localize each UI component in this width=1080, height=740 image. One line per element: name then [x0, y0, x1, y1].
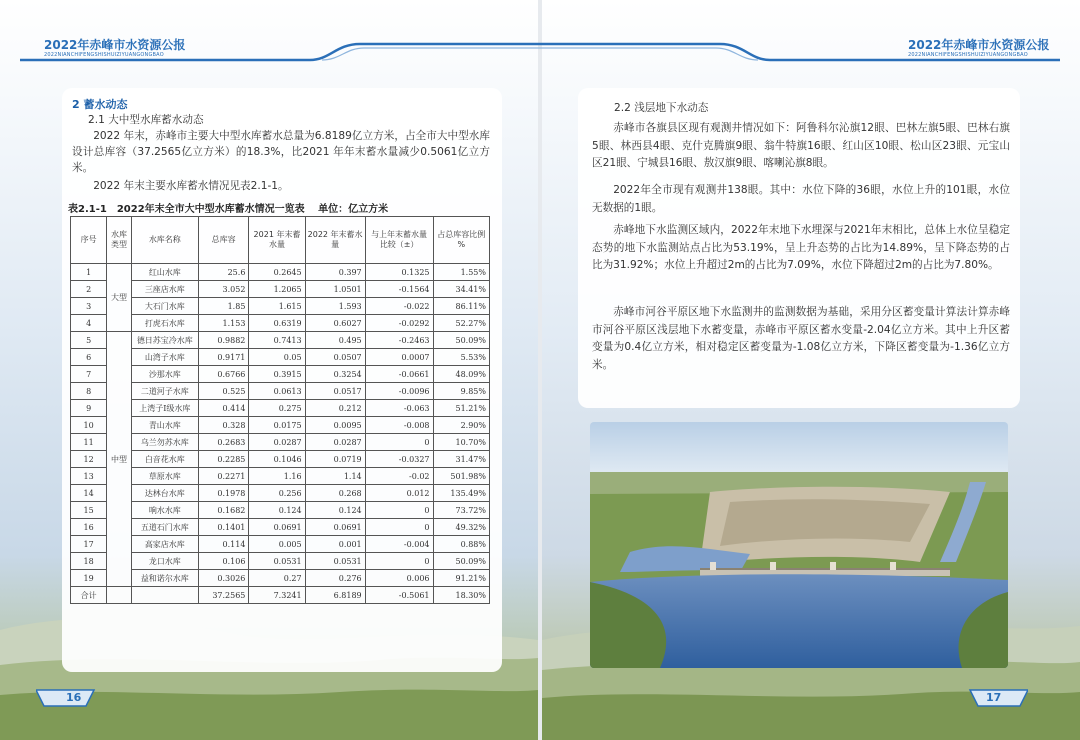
table-row	[71, 451, 490, 468]
table-cell: 3	[71, 298, 107, 315]
table-cell: 19	[71, 570, 107, 587]
table-cell: 0.1325	[365, 264, 433, 281]
table-cell: 50.09%	[433, 553, 490, 570]
table-cell: 0	[365, 519, 433, 536]
table-cell: -0.008	[365, 417, 433, 434]
table-cell: 18.30%	[433, 587, 490, 604]
table-row	[71, 417, 490, 434]
page-number-text: 16	[66, 691, 82, 704]
table-cell: -0.1564	[365, 281, 433, 298]
table-cell: 17	[71, 536, 107, 553]
table-cell: 0	[365, 502, 433, 519]
paragraph: 赤峰地下水监测区域内，2022年末地下水埋深与2021年末相比，总体上水位呈稳定态势的地下水监测站点占比为53.19%，呈上升态势的占比为14.89%，呈下降态势的占比为31.92%；水位上升超过2m的占比为7.09%，水位下降超过2m的占比为7.80%。	[592, 224, 1010, 271]
table-cell: 0.2645	[249, 264, 305, 281]
table-cell: 0.006	[365, 570, 433, 587]
table-row	[71, 349, 490, 366]
table-row	[71, 332, 490, 349]
table-cell: 10	[71, 417, 107, 434]
table-cell: 0.1046	[249, 451, 305, 468]
table-cell: 0.3254	[305, 366, 365, 383]
header-subtitle-right: 2022NIANCHIFENGSHISHUIZIYUANGONGBAO	[908, 52, 1028, 58]
table-row	[71, 485, 490, 502]
paragraph: 赤峰市各旗县区现有观测井情况如下：阿鲁科尔沁旗12眼、巴林左旗5眼、巴林右旗5眼、林西县4眼、克什克腾旗9眼、翁牛特旗16眼、红山区10眼、松山区23眼、元宝山区21眼、宁城县16眼、敖汉旗9眼、喀喇沁旗8眼。	[592, 122, 1010, 169]
subsection-title: 2.1 大中型水库蓄水动态	[88, 114, 204, 126]
table-cell: -0.0292	[365, 315, 433, 332]
paragraph: 2022年全市现有观测井138眼。其中：水位下降的36眼，水位上升的101眼，水位无数据的1眼。	[592, 184, 1010, 214]
table-cell: 0.0095	[305, 417, 365, 434]
table-cell: 0.3915	[249, 366, 305, 383]
table-header-row	[71, 217, 490, 264]
table-cell: 0.0531	[305, 553, 365, 570]
table-row	[71, 383, 490, 400]
table-cell: 0.0507	[305, 349, 365, 366]
table-cell: 0.005	[249, 536, 305, 553]
table-cell	[131, 587, 198, 604]
table-cell: -0.0327	[365, 451, 433, 468]
table-cell: -0.2463	[365, 332, 433, 349]
paragraph: 赤峰市河谷平原区地下水监测井的监测数据为基础，采用分区蓄变量计算法计算赤峰市河谷平原区浅层地下水蓄变量，赤峰市平原区蓄水变量-2.04亿立方米。其中上升区蓄变量为0.4亿立方米，相对稳定区蓄变量为-1.08亿立方米，下降区蓄变量为-1.36亿立方米。	[592, 306, 1010, 371]
reservoir-table	[70, 216, 490, 604]
table-cell: 0.114	[198, 536, 249, 553]
table-cell: 1.593	[305, 298, 365, 315]
table-row	[71, 400, 490, 417]
table-cell: 37.2565	[198, 587, 249, 604]
col-header: 占总库容比例 %	[433, 217, 490, 264]
table-cell: 0.0531	[249, 553, 305, 570]
table-row	[71, 519, 490, 536]
col-header: 2022 年末蓄水量	[305, 217, 365, 264]
table-cell: 0.05	[249, 349, 305, 366]
table-cell: 0.9882	[198, 332, 249, 349]
table-cell: 1.153	[198, 315, 249, 332]
page-number-text: 17	[986, 691, 1002, 704]
table-row	[71, 570, 490, 587]
table-cell: 达林台水库	[131, 485, 198, 502]
table-cell: 0.1682	[198, 502, 249, 519]
table-cell: 2	[71, 281, 107, 298]
table-cell: 0.2683	[198, 434, 249, 451]
table-cell: 6	[71, 349, 107, 366]
table-cell: 7.3241	[249, 587, 305, 604]
table-cell: 三座店水库	[131, 281, 198, 298]
table-cell: 1	[71, 264, 107, 281]
table-cell: 0.6319	[249, 315, 305, 332]
table-cell: 0.106	[198, 553, 249, 570]
table-cell: 0.2271	[198, 468, 249, 485]
col-header: 与上年末蓄水量比较（±）	[365, 217, 433, 264]
table-cell: 8	[71, 383, 107, 400]
table-cell: 0.0613	[249, 383, 305, 400]
table-cell: 0.27	[249, 570, 305, 587]
table-cell: 16	[71, 519, 107, 536]
table-cell: 3.052	[198, 281, 249, 298]
table-cell: 48.09%	[433, 366, 490, 383]
table-cell: 9	[71, 400, 107, 417]
type-cell: 大型	[107, 264, 132, 332]
aerial-river-photo	[590, 422, 1008, 668]
table-cell: 草原水库	[131, 468, 198, 485]
table-cell: 50.09%	[433, 332, 490, 349]
table-row	[71, 502, 490, 519]
table-cell: 14	[71, 485, 107, 502]
table-cell: 0.1978	[198, 485, 249, 502]
table-cell: 1.85	[198, 298, 249, 315]
table-cell: 山湾子水库	[131, 349, 198, 366]
section-title: 2 蓄水动态	[72, 98, 128, 111]
table-cell: 0.012	[365, 485, 433, 502]
table-cell: 18	[71, 553, 107, 570]
table-row	[71, 366, 490, 383]
table-cell: 龙口水库	[131, 553, 198, 570]
table-cell: 白音花水库	[131, 451, 198, 468]
col-header: 水库名称	[131, 217, 198, 264]
table-cell: 34.41%	[433, 281, 490, 298]
table-cell: 51.21%	[433, 400, 490, 417]
table-cell: 0.495	[305, 332, 365, 349]
table-cell: 0.397	[305, 264, 365, 281]
table-cell: 15	[71, 502, 107, 519]
table-row	[71, 281, 490, 298]
table-cell: 0.0517	[305, 383, 365, 400]
table-cell: 0.1401	[198, 519, 249, 536]
table-total-row	[71, 587, 490, 604]
table-cell: 9.85%	[433, 383, 490, 400]
table-row	[71, 315, 490, 332]
table-cell: 1.615	[249, 298, 305, 315]
table-cell: -0.063	[365, 400, 433, 417]
table-cell: 49.32%	[433, 519, 490, 536]
table-row	[71, 298, 490, 315]
table-cell: 0.124	[249, 502, 305, 519]
header-title-right: 2022年赤峰市水资源公报	[908, 38, 1050, 52]
table-cell: 0.0691	[305, 519, 365, 536]
table-cell: 86.11%	[433, 298, 490, 315]
table-cell: 0.0007	[365, 349, 433, 366]
table-caption: 表2.1-1 2022年末全市大中型水库蓄水情况一览表 单位：亿立方米	[68, 204, 389, 215]
table-cell: 乌兰勿苏水库	[131, 434, 198, 451]
table-cell: 135.49%	[433, 485, 490, 502]
table-cell: 大石门水库	[131, 298, 198, 315]
table-cell: 二道河子水库	[131, 383, 198, 400]
table-cell: 0.0691	[249, 519, 305, 536]
table-cell: 25.6	[198, 264, 249, 281]
table-cell: 合计	[71, 587, 107, 604]
table-cell: 1.2065	[249, 281, 305, 298]
table-cell	[107, 587, 132, 604]
table-cell: 1.55%	[433, 264, 490, 281]
col-header: 序号	[71, 217, 107, 264]
table-cell: 0.414	[198, 400, 249, 417]
paragraph: 2022 年末，赤峰市主要大中型水库蓄水总量为6.8189亿立方米，占全市大中型水库设计总库容（37.2565亿立方米）的18.3%，比2021 年年末蓄水量减少0.5061亿立方米。	[72, 130, 490, 174]
table-cell: 德日苏宝冷水库	[131, 332, 198, 349]
table-row	[71, 434, 490, 451]
table-cell: 打虎石水库	[131, 315, 198, 332]
table-cell: 501.98%	[433, 468, 490, 485]
table-cell: 0.001	[305, 536, 365, 553]
table-cell: 13	[71, 468, 107, 485]
table-cell: 0.275	[249, 400, 305, 417]
table-cell: 0	[365, 553, 433, 570]
table-cell: 91.21%	[433, 570, 490, 587]
table-cell: 上湾子Ⅰ级水库	[131, 400, 198, 417]
paragraph: 2022 年末主要水库蓄水情况见表2.1-1。	[93, 180, 289, 192]
table-row	[71, 468, 490, 485]
table-row	[71, 536, 490, 553]
table-cell: 响水水库	[131, 502, 198, 519]
table-cell: 10.70%	[433, 434, 490, 451]
table-cell: 1.0501	[305, 281, 365, 298]
table-cell: 11	[71, 434, 107, 451]
subsection-title: 2.2 浅层地下水动态	[614, 102, 709, 114]
table-cell: 6.8189	[305, 587, 365, 604]
table-cell: 0.6766	[198, 366, 249, 383]
table-cell: 1.16	[249, 468, 305, 485]
table-cell: 0.6027	[305, 315, 365, 332]
table-cell: 益和诺尔水库	[131, 570, 198, 587]
table-cell: 2.90%	[433, 417, 490, 434]
table-cell: 0.0287	[249, 434, 305, 451]
table-cell: 0.0175	[249, 417, 305, 434]
header-subtitle-left: 2022NIANCHIFENGSHISHUIZIYUANGONGBAO	[44, 52, 164, 58]
table-cell: 0.7413	[249, 332, 305, 349]
table-cell: 4	[71, 315, 107, 332]
table-cell: 12	[71, 451, 107, 468]
table-cell: 31.47%	[433, 451, 490, 468]
table-cell: 高家店水库	[131, 536, 198, 553]
col-header: 2021 年末蓄水量	[249, 217, 305, 264]
table-cell: 73.72%	[433, 502, 490, 519]
table-cell: -0.0661	[365, 366, 433, 383]
col-header: 水库类型	[107, 217, 132, 264]
table-cell: 红山水库	[131, 264, 198, 281]
type-cell: 中型	[107, 332, 132, 587]
table-cell: 0.124	[305, 502, 365, 519]
table-cell: 0.3026	[198, 570, 249, 587]
table-cell: 0.9171	[198, 349, 249, 366]
table-cell: 0.328	[198, 417, 249, 434]
river-photo-illustration	[590, 422, 1008, 668]
table-cell: 0.88%	[433, 536, 490, 553]
col-header: 总库容	[198, 217, 249, 264]
table-row	[71, 553, 490, 570]
table-cell: 0.212	[305, 400, 365, 417]
table-cell: -0.02	[365, 468, 433, 485]
table-cell: 五道石门水库	[131, 519, 198, 536]
table-cell: 0.0287	[305, 434, 365, 451]
table-cell: 5.53%	[433, 349, 490, 366]
page-number-right	[968, 688, 1028, 708]
table-cell: 0.276	[305, 570, 365, 587]
table-cell: 0.256	[249, 485, 305, 502]
table-cell: 0	[365, 434, 433, 451]
table-cell: -0.022	[365, 298, 433, 315]
table-cell: 7	[71, 366, 107, 383]
table-cell: 0.525	[198, 383, 249, 400]
header-swoosh	[0, 36, 1080, 66]
table-cell: 0.0719	[305, 451, 365, 468]
page-number-left	[36, 688, 96, 708]
table-cell: 青山水库	[131, 417, 198, 434]
table-cell: -0.0096	[365, 383, 433, 400]
table-cell: -0.5061	[365, 587, 433, 604]
header-title-left: 2022年赤峰市水资源公报	[44, 38, 186, 52]
table-cell: 沙那水库	[131, 366, 198, 383]
table-cell: 5	[71, 332, 107, 349]
table-row	[71, 264, 490, 281]
table-cell: 1.14	[305, 468, 365, 485]
table-cell: 52.27%	[433, 315, 490, 332]
table-cell: 0.2285	[198, 451, 249, 468]
table-cell: -0.004	[365, 536, 433, 553]
table-cell: 0.268	[305, 485, 365, 502]
